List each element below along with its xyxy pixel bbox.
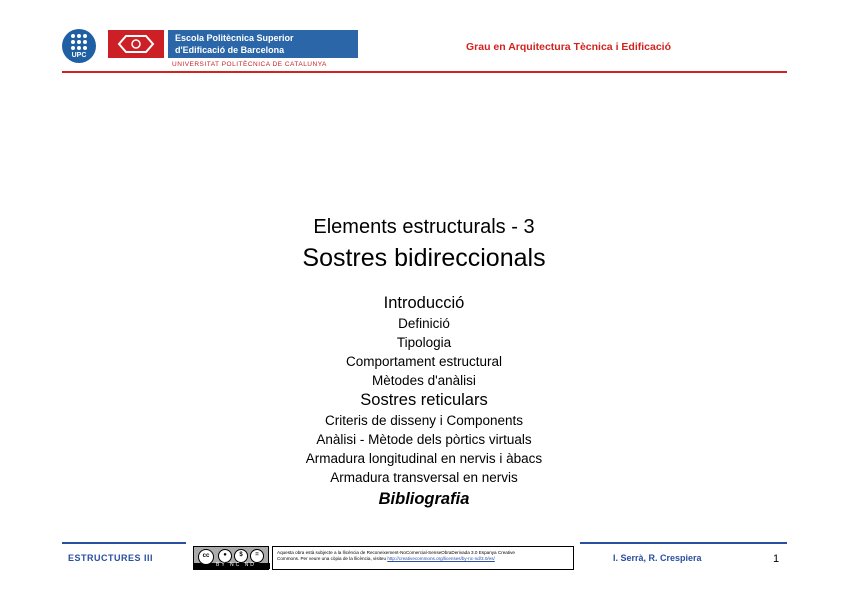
school-emblem-icon: [108, 30, 164, 58]
license-link[interactable]: http://creativecommons.org/licenses/by-nc-nd/3.0/es/: [387, 556, 495, 561]
school-name: [168, 30, 358, 58]
toc-item: Definició: [398, 316, 450, 331]
creative-commons-badge[interactable]: [193, 546, 269, 570]
slide-title: Elements estructurals - 3: [313, 216, 535, 238]
footer-divider-left: [62, 542, 186, 544]
degree-title: Grau en Arquitectura Tècnica i Edificació: [466, 41, 672, 53]
license-text-1: Aquesta obra està subjecte a la llicència de Reconeixement-NoComercial-SenseObraDerivada 3.0 Espanya Creative: [277, 550, 515, 555]
header-divider: [62, 71, 787, 73]
upc-logo-dots-icon: [71, 34, 87, 50]
license-text-2: Commons. Per veure una còpia de la llicència, visiteu: [277, 556, 388, 561]
page-number: 1: [773, 553, 780, 565]
toc-heading-bibliografia: Bibliografia: [378, 490, 470, 508]
toc-heading-introduccio: Introducció: [383, 294, 465, 312]
school-name-line1: Escola Politècnica Superior: [175, 33, 294, 43]
license-notice: [272, 546, 574, 570]
cc-labels: BY NC ND: [216, 562, 256, 568]
cc-icon: cc: [198, 549, 214, 565]
university-name: UNIVERSITAT POLITÈCNICA DE CATALUNYA: [172, 61, 327, 68]
authors: I. Serrà, R. Crespiera: [613, 553, 702, 563]
school-name-line2: d'Edificació de Barcelona: [175, 45, 285, 55]
course-name: ESTRUCTURES III: [68, 553, 154, 563]
noderivatives-icon: =: [250, 549, 264, 563]
toc-item: Armadura longitudinal en nervis i àbacs: [305, 451, 543, 466]
attribution-icon: ●: [218, 549, 232, 563]
toc-heading-sostres-reticulars: Sostres reticulars: [360, 391, 488, 409]
toc-item: Criteris de disseny i Components: [324, 413, 524, 428]
toc-item: Tipologia: [396, 335, 452, 350]
footer-divider-right: [580, 542, 787, 544]
upc-logo: [62, 29, 96, 63]
toc-item: Armadura transversal en nervis: [330, 470, 518, 485]
table-of-contents: [0, 292, 848, 510]
toc-item: Anàlisi - Mètode dels pòrtics virtuals: [316, 432, 532, 447]
slide-subtitle: Sostres bidireccionals: [302, 244, 546, 272]
toc-item: Comportament estructural: [345, 354, 503, 369]
upc-logo-abbr: UPC: [71, 51, 87, 59]
noncommercial-icon: $: [234, 549, 248, 563]
toc-item: Mètodes d'anàlisi: [372, 373, 476, 388]
